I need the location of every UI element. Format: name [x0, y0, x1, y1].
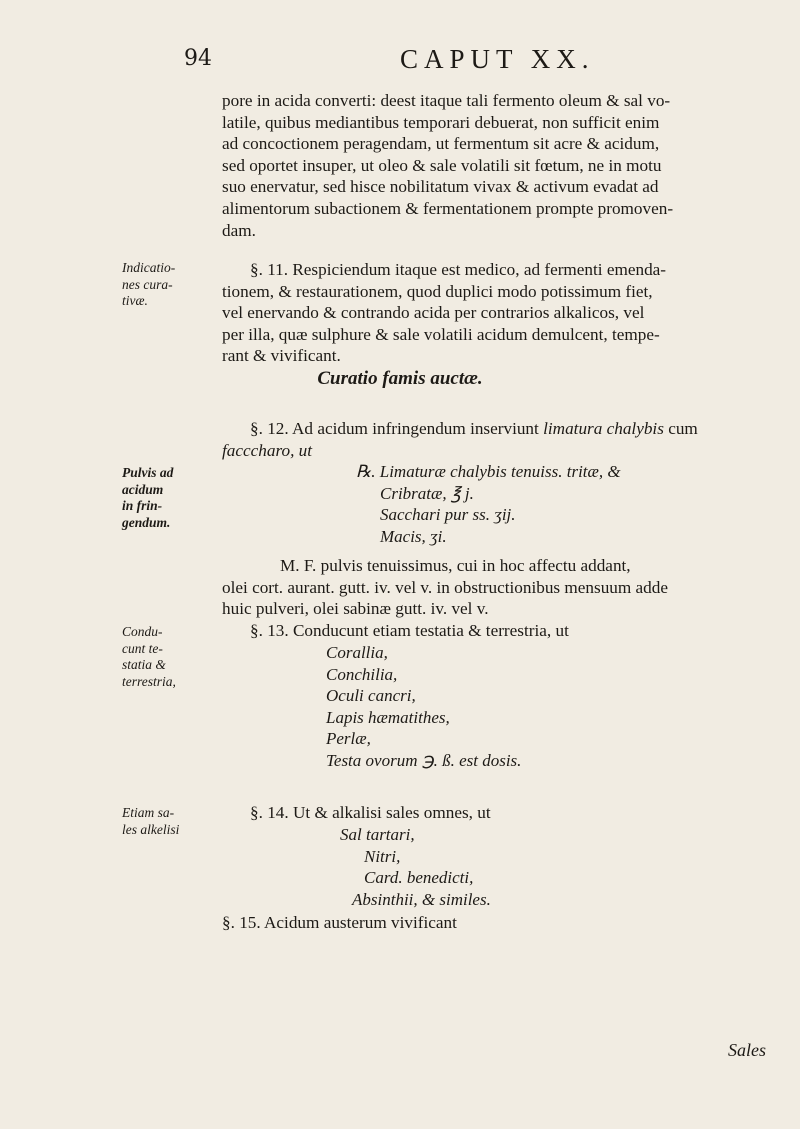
text-line: §. 15. Acidum austerum vivificant: [222, 913, 457, 932]
margin-line: acidum: [122, 481, 164, 497]
recipe-line: Lapis hæmatithes,: [326, 707, 450, 727]
text-line: latile, quibus mediantibus temporari debuerat, non sufficit enim: [222, 112, 660, 132]
margin-line: terrestria,: [122, 673, 176, 689]
recipe-line: Conchilia,: [326, 664, 398, 684]
margin-note-pulvis: [122, 465, 210, 531]
text-line: §. 11. Respiciendum itaque est medico, ad fermenti emenda-: [250, 260, 667, 279]
text-line: suo enervatur, sed hisce nobilitatum vivax & activum evadat ad: [222, 177, 659, 197]
text-line: rant & vivificant.: [222, 346, 341, 366]
recipe-line: ℞. Limaturæ chalybis tenuiss. tritæ, &: [356, 462, 621, 481]
margin-note-etiam: [122, 805, 210, 838]
recipe-line: Oculi cancri,: [326, 686, 416, 705]
margin-line: Condu-: [122, 624, 163, 639]
text-line: §. 14. Ut & alkalisi sales omnes, ut: [250, 803, 491, 822]
recipe-line: Absinthii, & similes.: [352, 889, 491, 909]
text-span: cum: [663, 419, 698, 438]
margin-line: Etiam sa-: [122, 805, 175, 820]
text-line: ad concoctionem peragendam, ut fermentum sit acre & acidum,: [222, 134, 660, 154]
text-span: §. 12. Ad acidum infringendum inserviunt: [250, 419, 544, 438]
recipe-line: Nitri,: [364, 846, 401, 866]
margin-line: cunt te-: [122, 640, 163, 656]
page-header: [0, 46, 800, 86]
margin-line: gendum.: [122, 514, 171, 530]
recipe-line: Testa ovorum ℈. ß. est dosis.: [326, 750, 522, 770]
paragraph-6: [222, 802, 770, 824]
recipe-2: [326, 642, 521, 771]
margin-line: Indicatio-: [122, 260, 176, 275]
text-line: tionem, & restaurationem, quod duplici modo potissimum fiet,: [222, 281, 653, 301]
margin-line: les alkelisi: [122, 821, 180, 837]
text-line: M. F. pulvis tenuissimus, cui in hoc affectu addant,: [280, 556, 631, 575]
text-line: pore in acida converti: deest itaque tali fermento oleum & sal vo-: [222, 91, 671, 110]
text-line: §. 13. Conducunt etiam testatia & terrestria, ut: [250, 621, 569, 640]
margin-line: in frin-: [122, 498, 163, 513]
margin-line: statia &: [122, 657, 166, 672]
paragraph-2: [222, 259, 770, 367]
catchword: Sales: [728, 1040, 766, 1060]
paragraph-1: [222, 90, 770, 241]
recipe-line: Cribratæ, ℥ j.: [380, 483, 474, 503]
paragraph-4: [222, 555, 770, 620]
margin-note-conducunt: [122, 624, 210, 690]
text-line: huic pulveri, olei sabinæ gutt. iv. vel v.: [222, 599, 489, 619]
paragraph-7: [222, 912, 770, 934]
recipe-3: [340, 824, 491, 910]
recipe-line: Corallia,: [326, 643, 388, 662]
margin-line: tivæ.: [122, 293, 148, 308]
text-line: [222, 418, 770, 440]
margin-line: nes cura-: [122, 276, 173, 292]
recipe-line: Card. benedicti,: [364, 868, 474, 887]
recipe-line: Macis, ʒi.: [380, 526, 447, 546]
text-line: vel enervando & contrando acida per contrarios alkalicos, vel: [222, 303, 645, 323]
text-line: facccharo, ut: [222, 440, 313, 460]
text-line: sed oportet insuper, ut oleo & sale volatili sit fœtum, ne in motu: [222, 155, 662, 175]
text-line: per illa, quæ sulphure & sale volatili acidum demulcent, tempe-: [222, 324, 660, 344]
text-line: alimentorum subactionem & fermentationem prompte promoven-: [222, 198, 674, 218]
text-span-italic: limatura chalybis: [543, 419, 664, 438]
paragraph-5: [222, 620, 770, 642]
recipe-1: [356, 461, 621, 547]
chapter-title: CAPUT XX.: [400, 44, 595, 74]
margin-note-indicationes: [122, 260, 210, 310]
recipe-line: Sacchari pur ss. ʒij.: [380, 505, 516, 524]
page-number: 94: [184, 46, 212, 71]
text-line: olei cort. aurant. gutt. iv. vel v. in obstructionibus mensuum adde: [222, 577, 668, 597]
recipe-line: Sal tartari,: [340, 825, 415, 844]
margin-line: Pulvis ad: [122, 465, 174, 480]
section-title: Curatio famis auctæ.: [317, 368, 483, 389]
text-line: dam.: [222, 220, 256, 240]
paragraph-3: [222, 418, 770, 461]
recipe-line: Perlæ,: [326, 729, 371, 748]
